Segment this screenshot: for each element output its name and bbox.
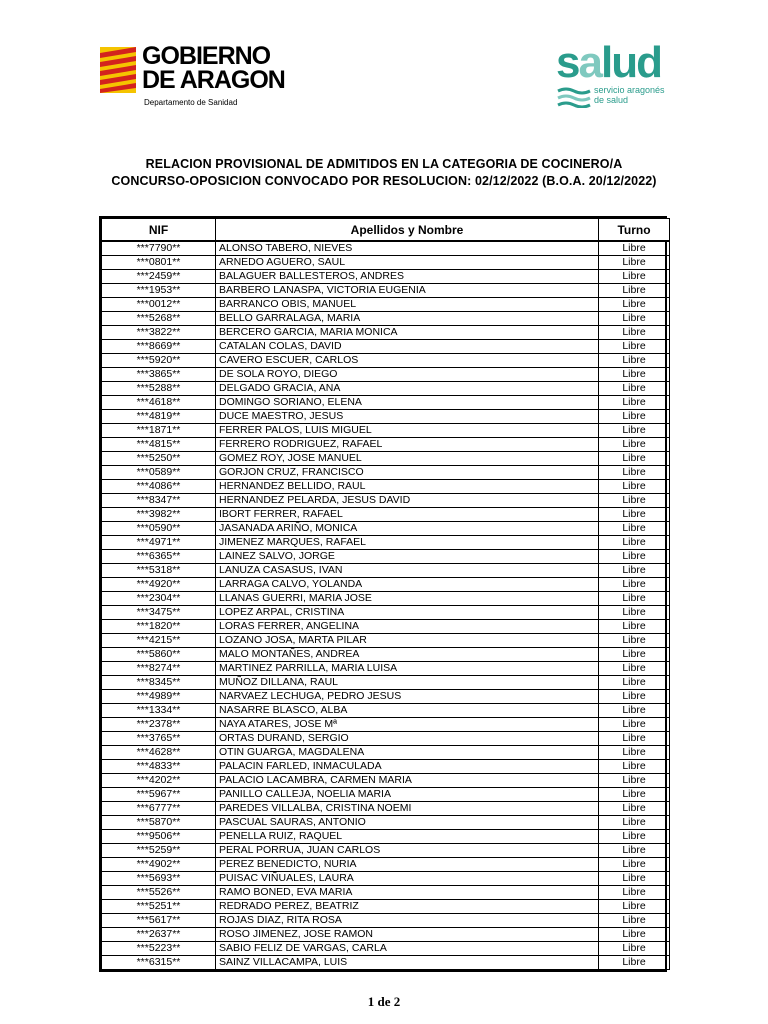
turno-cell: Libre: [599, 592, 670, 606]
salud-waves-icon: [556, 86, 592, 108]
turno-cell: Libre: [599, 830, 670, 844]
name-cell: SABIO FELIZ DE VARGAS, CARLA: [216, 942, 599, 956]
table-row: [102, 760, 670, 774]
turno-cell: Libre: [599, 928, 670, 942]
table-row: [102, 494, 670, 508]
table-row: [102, 690, 670, 704]
turno-cell: Libre: [599, 466, 670, 480]
name-cell: LARRAGA CALVO, YOLANDA: [216, 578, 599, 592]
nif-cell: ***8345**: [102, 676, 216, 690]
turno-cell: Libre: [599, 606, 670, 620]
name-cell: LOZANO JOSA, MARTA PILAR: [216, 634, 599, 648]
nif-cell: ***0589**: [102, 466, 216, 480]
turno-cell: Libre: [599, 788, 670, 802]
name-cell: PEREZ BENEDICTO, NURIA: [216, 858, 599, 872]
nif-cell: ***4815**: [102, 438, 216, 452]
table-row: [102, 746, 670, 760]
turno-cell: Libre: [599, 536, 670, 550]
name-cell: SAINZ VILLACAMPA, LUIS: [216, 956, 599, 970]
nif-cell: ***3475**: [102, 606, 216, 620]
nif-cell: ***4215**: [102, 634, 216, 648]
nif-cell: ***4989**: [102, 690, 216, 704]
nif-cell: ***5920**: [102, 354, 216, 368]
name-cell: PANILLO CALLEJA, NOELIA MARIA: [216, 788, 599, 802]
turno-cell: Libre: [599, 816, 670, 830]
table-row: [102, 396, 670, 410]
salud-wordmark: salud: [556, 38, 661, 87]
name-cell: FERRER PALOS, LUIS MIGUEL: [216, 424, 599, 438]
turno-cell: Libre: [599, 256, 670, 270]
name-cell: BALAGUER BALLESTEROS, ANDRES: [216, 270, 599, 284]
turno-cell: Libre: [599, 438, 670, 452]
nif-cell: ***9506**: [102, 830, 216, 844]
name-cell: ALONSO TABERO, NIEVES: [216, 241, 599, 256]
table-row: [102, 662, 670, 676]
turno-cell: Libre: [599, 746, 670, 760]
turno-cell: Libre: [599, 858, 670, 872]
nif-cell: ***5526**: [102, 886, 216, 900]
nif-cell: ***1953**: [102, 284, 216, 298]
table-row: [102, 438, 670, 452]
nif-cell: ***4833**: [102, 760, 216, 774]
turno-cell: Libre: [599, 550, 670, 564]
turno-cell: Libre: [599, 676, 670, 690]
nif-cell: ***5259**: [102, 844, 216, 858]
table-row: [102, 480, 670, 494]
table-row: [102, 522, 670, 536]
table-row: [102, 732, 670, 746]
name-cell: BELLO GARRALAGA, MARIA: [216, 312, 599, 326]
nif-cell: ***7790**: [102, 241, 216, 256]
turno-cell: Libre: [599, 340, 670, 354]
table-row: [102, 466, 670, 480]
table-row: [102, 564, 670, 578]
nif-cell: ***1871**: [102, 424, 216, 438]
turno-cell: Libre: [599, 452, 670, 466]
name-cell: JASANADA ARIÑO, MONICA: [216, 522, 599, 536]
nif-cell: ***4202**: [102, 774, 216, 788]
nif-cell: ***4902**: [102, 858, 216, 872]
turno-cell: Libre: [599, 620, 670, 634]
table-row: [102, 578, 670, 592]
table-row: [102, 536, 670, 550]
turno-cell: Libre: [599, 508, 670, 522]
turno-cell: Libre: [599, 522, 670, 536]
turno-cell: Libre: [599, 718, 670, 732]
nif-cell: ***4920**: [102, 578, 216, 592]
turno-cell: Libre: [599, 942, 670, 956]
name-cell: DELGADO GRACIA, ANA: [216, 382, 599, 396]
gov-logo-line1: GOBIERNO: [142, 42, 271, 70]
table-row: [102, 312, 670, 326]
table-row: [102, 382, 670, 396]
nif-cell: ***3765**: [102, 732, 216, 746]
table-row: [102, 592, 670, 606]
turno-cell: Libre: [599, 312, 670, 326]
table-row: [102, 718, 670, 732]
nif-cell: ***5870**: [102, 816, 216, 830]
name-cell: ROJAS DIAZ, RITA ROSA: [216, 914, 599, 928]
table-row: [102, 241, 670, 256]
nif-cell: ***6315**: [102, 956, 216, 970]
turno-cell: Libre: [599, 326, 670, 340]
nif-cell: ***1820**: [102, 620, 216, 634]
turno-cell: Libre: [599, 396, 670, 410]
table-row: [102, 550, 670, 564]
table-row: [102, 844, 670, 858]
table-row: [102, 340, 670, 354]
name-cell: ORTAS DURAND, SERGIO: [216, 732, 599, 746]
nif-cell: ***5268**: [102, 312, 216, 326]
table-row: [102, 256, 670, 270]
name-cell: NAYA ATARES, JOSE Mª: [216, 718, 599, 732]
table-row: [102, 942, 670, 956]
table-row: [102, 830, 670, 844]
nif-cell: ***8274**: [102, 662, 216, 676]
name-cell: BARBERO LANASPA, VICTORIA EUGENIA: [216, 284, 599, 298]
table-row: [102, 424, 670, 438]
name-cell: ARNEDO AGUERO, SAUL: [216, 256, 599, 270]
turno-cell: Libre: [599, 241, 670, 256]
turno-cell: Libre: [599, 690, 670, 704]
name-cell: REDRADO PEREZ, BEATRIZ: [216, 900, 599, 914]
table-row: [102, 508, 670, 522]
turno-cell: Libre: [599, 844, 670, 858]
nif-cell: ***5693**: [102, 872, 216, 886]
turno-cell: Libre: [599, 662, 670, 676]
table-row: [102, 634, 670, 648]
nif-cell: ***5223**: [102, 942, 216, 956]
table-row: [102, 900, 670, 914]
header-nif: NIF: [102, 219, 216, 242]
nif-cell: ***1334**: [102, 704, 216, 718]
table-row: [102, 452, 670, 466]
nif-cell: ***2378**: [102, 718, 216, 732]
table-row: [102, 788, 670, 802]
table-row: [102, 886, 670, 900]
aragon-flag-icon: [100, 47, 136, 93]
name-cell: NASARRE BLASCO, ALBA: [216, 704, 599, 718]
turno-cell: Libre: [599, 634, 670, 648]
turno-cell: Libre: [599, 424, 670, 438]
name-cell: BARRANCO OBIS, MANUEL: [216, 298, 599, 312]
table-row: [102, 354, 670, 368]
gov-logo-department: Departamento de Sanidad: [144, 98, 238, 107]
nif-cell: ***5860**: [102, 648, 216, 662]
nif-cell: ***2459**: [102, 270, 216, 284]
name-cell: ROSO JIMENEZ, JOSE RAMON: [216, 928, 599, 942]
table-row: [102, 270, 670, 284]
nif-cell: ***2304**: [102, 592, 216, 606]
nif-cell: ***6365**: [102, 550, 216, 564]
nif-cell: ***4819**: [102, 410, 216, 424]
turno-cell: Libre: [599, 410, 670, 424]
document-title-line2: CONCURSO-OPOSICION CONVOCADO POR RESOLUCION: 02/12/2022 (B.O.A. 20/12/2022): [111, 174, 657, 188]
table-row: [102, 676, 670, 690]
table-row: [102, 872, 670, 886]
name-cell: PUISAC VIÑUALES, LAURA: [216, 872, 599, 886]
nif-cell: ***5251**: [102, 900, 216, 914]
nif-cell: ***4618**: [102, 396, 216, 410]
name-cell: IBORT FERRER, RAFAEL: [216, 508, 599, 522]
table-row: [102, 326, 670, 340]
turno-cell: Libre: [599, 648, 670, 662]
turno-cell: Libre: [599, 578, 670, 592]
name-cell: HERNANDEZ BELLIDO, RAUL: [216, 480, 599, 494]
nif-cell: ***3865**: [102, 368, 216, 382]
admitted-list-table: [99, 216, 667, 972]
gobierno-aragon-logo: [100, 44, 290, 110]
table-row: [102, 774, 670, 788]
name-cell: FERRERO RODRIGUEZ, RAFAEL: [216, 438, 599, 452]
name-cell: NARVAEZ LECHUGA, PEDRO JESUS: [216, 690, 599, 704]
nif-cell: ***0590**: [102, 522, 216, 536]
nif-cell: ***4628**: [102, 746, 216, 760]
table-row: [102, 284, 670, 298]
turno-cell: Libre: [599, 802, 670, 816]
header-name: Apellidos y Nombre: [216, 219, 599, 242]
table-row: [102, 648, 670, 662]
name-cell: PAREDES VILLALBA, CRISTINA NOEMI: [216, 802, 599, 816]
nif-cell: ***8669**: [102, 340, 216, 354]
name-cell: DOMINGO SORIANO, ELENA: [216, 396, 599, 410]
name-cell: HERNANDEZ PELARDA, JESUS DAVID: [216, 494, 599, 508]
name-cell: BERCERO GARCIA, MARIA MONICA: [216, 326, 599, 340]
nif-cell: ***0801**: [102, 256, 216, 270]
turno-cell: Libre: [599, 354, 670, 368]
name-cell: LORAS FERRER, ANGELINA: [216, 620, 599, 634]
table-row: [102, 858, 670, 872]
name-cell: GORJON CRUZ, FRANCISCO: [216, 466, 599, 480]
name-cell: LLANAS GUERRI, MARIA JOSE: [216, 592, 599, 606]
turno-cell: Libre: [599, 914, 670, 928]
turno-cell: Libre: [599, 564, 670, 578]
name-cell: PENELLA RUIZ, RAQUEL: [216, 830, 599, 844]
name-cell: MALO MONTAÑES, ANDREA: [216, 648, 599, 662]
page-number: 1 de 2: [367, 994, 401, 1009]
turno-cell: Libre: [599, 382, 670, 396]
turno-cell: Libre: [599, 704, 670, 718]
nif-cell: ***2637**: [102, 928, 216, 942]
name-cell: DE SOLA ROYO, DIEGO: [216, 368, 599, 382]
name-cell: PALACIN FARLED, INMACULADA: [216, 760, 599, 774]
name-cell: OTIN GUARGA, MAGDALENA: [216, 746, 599, 760]
table-row: [102, 704, 670, 718]
name-cell: CAVERO ESCUER, CARLOS: [216, 354, 599, 368]
turno-cell: Libre: [599, 956, 670, 970]
name-cell: RAMO BONED, EVA MARIA: [216, 886, 599, 900]
turno-cell: Libre: [599, 270, 670, 284]
name-cell: JIMENEZ MARQUES, RAFAEL: [216, 536, 599, 550]
table-row: [102, 816, 670, 830]
nif-cell: ***0012**: [102, 298, 216, 312]
table-row: [102, 956, 670, 970]
table-row: [102, 928, 670, 942]
turno-cell: Libre: [599, 298, 670, 312]
name-cell: MUÑOZ DILLANA, RAUL: [216, 676, 599, 690]
table-row: [102, 802, 670, 816]
table-row: [102, 410, 670, 424]
document-title-line1: RELACION PROVISIONAL DE ADMITIDOS EN LA CATEGORIA DE COCINERO/A: [145, 157, 623, 171]
turno-cell: Libre: [599, 872, 670, 886]
name-cell: PASCUAL SAURAS, ANTONIO: [216, 816, 599, 830]
turno-cell: Libre: [599, 732, 670, 746]
nif-cell: ***5967**: [102, 788, 216, 802]
turno-cell: Libre: [599, 494, 670, 508]
table-row: [102, 368, 670, 382]
name-cell: PALACIO LACAMBRA, CARMEN MARIA: [216, 774, 599, 788]
table-row: [102, 914, 670, 928]
gov-logo-line2: DE ARAGON: [142, 66, 285, 94]
nif-cell: ***3982**: [102, 508, 216, 522]
turno-cell: Libre: [599, 886, 670, 900]
name-cell: GOMEZ ROY, JOSE MANUEL: [216, 452, 599, 466]
nif-cell: ***5617**: [102, 914, 216, 928]
table-row: [102, 620, 670, 634]
name-cell: LAINEZ SALVO, JORGE: [216, 550, 599, 564]
nif-cell: ***4971**: [102, 536, 216, 550]
name-cell: PERAL PORRUA, JUAN CARLOS: [216, 844, 599, 858]
turno-cell: Libre: [599, 900, 670, 914]
table-row: [102, 298, 670, 312]
name-cell: LOPEZ ARPAL, CRISTINA: [216, 606, 599, 620]
table-row: [102, 606, 670, 620]
name-cell: CATALAN COLAS, DAVID: [216, 340, 599, 354]
name-cell: DUCE MAESTRO, JESUS: [216, 410, 599, 424]
nif-cell: ***5250**: [102, 452, 216, 466]
nif-cell: ***4086**: [102, 480, 216, 494]
nif-cell: ***8347**: [102, 494, 216, 508]
turno-cell: Libre: [599, 284, 670, 298]
table-header-row: [102, 219, 670, 242]
salud-logo: [556, 38, 671, 110]
turno-cell: Libre: [599, 760, 670, 774]
nif-cell: ***5318**: [102, 564, 216, 578]
turno-cell: Libre: [599, 368, 670, 382]
name-cell: MARTINEZ PARRILLA, MARIA LUISA: [216, 662, 599, 676]
name-cell: LANUZA CASASUS, IVAN: [216, 564, 599, 578]
nif-cell: ***6777**: [102, 802, 216, 816]
turno-cell: Libre: [599, 774, 670, 788]
nif-cell: ***3822**: [102, 326, 216, 340]
nif-cell: ***5288**: [102, 382, 216, 396]
header-turno: Turno: [599, 219, 670, 242]
turno-cell: Libre: [599, 480, 670, 494]
salud-subtitle: servicio aragonés de salud: [594, 85, 665, 105]
